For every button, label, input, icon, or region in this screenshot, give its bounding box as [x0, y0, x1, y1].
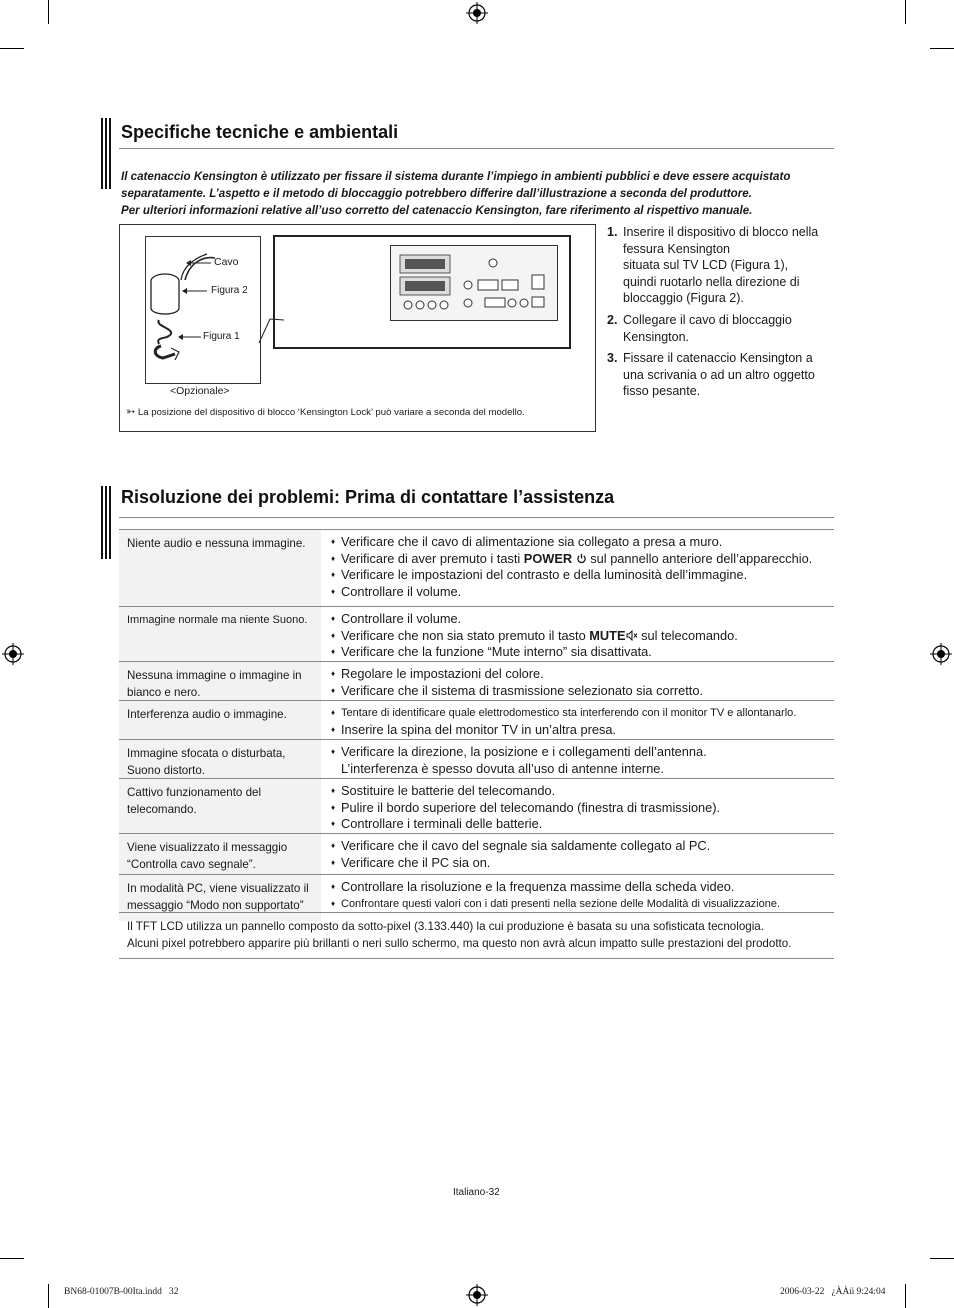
solution-item: ♦ Inserire la spina del monitor TV in un’altra presa.: [331, 722, 830, 739]
solution-item: ♦ Regolare le impostazioni del colore.: [331, 666, 830, 683]
arrow-icon: ➳: [126, 406, 136, 418]
file-name: BN68-01007B-00Ita.indd 32: [64, 1287, 179, 1297]
solution-text: sul pannello anteriore dell’apparecchio.: [590, 550, 813, 566]
step-number: 1.: [607, 225, 618, 239]
crop-mark: [48, 1284, 49, 1308]
solution-cell: [321, 834, 834, 874]
solution-text: sul telecomando.: [641, 627, 738, 643]
label-cavo: Cavo: [214, 256, 239, 268]
section-rule: [119, 148, 834, 149]
problem-text: Nessuna immagine o immagine in: [127, 669, 302, 682]
table-row: [119, 779, 834, 834]
solution-cell: [321, 701, 834, 739]
step-line: fisso pesante.: [623, 384, 701, 399]
print-date: 2006-03-22 ¿ÀÀü 9:24:04: [780, 1287, 886, 1297]
solution-item: ♦ Verificare che il sistema di trasmissione selezionato sia corretto.: [331, 683, 830, 700]
solution-cell: [321, 530, 834, 606]
step-item: [607, 224, 837, 307]
solution-item: ♦ Verificare che il PC sia on.: [331, 855, 830, 872]
mute-icon: [626, 630, 638, 641]
kensington-intro: [121, 168, 833, 219]
problem-text: Immagine normale ma niente Suono.: [127, 614, 308, 626]
crop-mark: [48, 0, 49, 24]
step-line: Fissare il catenaccio Kensington a: [623, 351, 813, 366]
problem-cell: [119, 530, 321, 606]
problem-cell: [119, 834, 321, 874]
step-line: quindi ruotarlo nella direzione di: [623, 274, 800, 289]
table-row: [119, 701, 834, 740]
figure-note: [126, 405, 525, 418]
solution-item: ♦ Controllare la risoluzione e la frequenza massime della scheda video.: [331, 879, 830, 896]
label-optional: <Opzionale>: [170, 385, 230, 397]
problem-text: “Controlla cavo segnale”.: [127, 858, 256, 871]
crop-mark: [930, 1258, 954, 1259]
problem-cell: [119, 662, 321, 700]
section-title: Specifiche tecniche e ambientali: [121, 122, 399, 142]
problem-text: Cattivo funzionamento del: [127, 786, 262, 799]
solution-item: ♦ Verificare che il cavo di alimentazione sia collegato a presa a muro.: [331, 534, 830, 551]
solution-item: [331, 628, 830, 645]
section-rule: [119, 517, 834, 518]
problem-text: Suono distorto.: [127, 764, 205, 777]
solution-cell: [321, 662, 834, 700]
step-line: situata sul TV LCD (Figura 1),: [623, 258, 789, 273]
crop-mark: [905, 1284, 906, 1308]
page-number: Italiano-32: [453, 1187, 500, 1198]
pixel-note: [119, 912, 834, 959]
crop-mark: [905, 0, 906, 24]
solution-cell: [321, 607, 834, 661]
solution-text: Verificare di aver premuto i tasti POWER: [341, 550, 573, 566]
registration-mark-icon: [466, 1284, 488, 1306]
registration-mark-icon: [466, 2, 488, 24]
label-figura-1: Figura 1: [203, 331, 240, 342]
step-line: fessura Kensington: [623, 241, 731, 256]
problem-text: bianco e nero.: [127, 686, 201, 699]
solution-item: ♦ Tentare di identificare quale elettrodomestico sta interferendo con il monitor TV e allontanarlo.: [331, 705, 830, 722]
label-figura-2: Figura 2: [211, 285, 248, 296]
section-marker: [101, 486, 111, 559]
problem-text: Viene visualizzato il messaggio: [127, 841, 288, 854]
registration-mark-icon: [2, 643, 24, 665]
crop-mark: [0, 1258, 24, 1259]
intro-line: Il catenaccio Kensington è utilizzato per fissare il sistema durante l’impiego in ambienti pubblici e deve essere acquistato: [121, 170, 791, 183]
problem-text: Interferenza audio o immagine.: [127, 708, 287, 721]
table-row: [119, 662, 834, 701]
table-row: [119, 530, 834, 607]
problem-cell: [119, 701, 321, 739]
installation-steps: [607, 224, 837, 405]
note-line: Alcuni pixel potrebbero apparire più brillanti o neri sullo schermo, ma questo non avrà alcun impatto sulle prestazioni del prodotto.: [127, 937, 792, 950]
kensington-figure: [119, 224, 596, 432]
problem-cell: [119, 740, 321, 778]
crop-mark: [0, 48, 24, 49]
troubleshooting-table: [119, 529, 834, 921]
solution-text: Verificare che non sia stato premuto il tasto: [341, 627, 586, 643]
solution-item: ♦ Controllare il volume.: [331, 611, 830, 628]
power-icon: [576, 553, 587, 564]
step-line: una scrivania o ad un altro oggetto: [623, 367, 815, 382]
step-line: bloccaggio (Figura 2).: [623, 291, 744, 306]
power-key-label: POWER: [523, 550, 573, 566]
table-row: [119, 740, 834, 779]
solution-item: ♦ Verificare la direzione, la posizione e i collegamenti dell’antenna.: [331, 744, 830, 761]
problem-text: telecomando.: [127, 803, 197, 816]
solution-cell: [321, 740, 834, 778]
problem-cell: [119, 607, 321, 661]
problem-text: Niente audio e nessuna immagine.: [127, 537, 306, 550]
step-line: Inserire il dispositivo di blocco nella: [623, 225, 819, 239]
solution-item: ♦ Verificare le impostazioni del contrasto e della luminosità dell’immagine.: [331, 567, 830, 584]
problem-cell: [119, 779, 321, 833]
step-number: 3.: [607, 351, 618, 366]
registration-mark-icon: [930, 643, 952, 665]
solution-item: ♦ Verificare che la funzione “Mute interno” sia disattivata.: [331, 644, 830, 661]
solution-item: ♦ Confrontare questi valori con i dati presenti nella sezione delle Modalità di visualizzazione.: [331, 896, 830, 913]
step-line: Collegare il cavo di bloccaggio: [623, 312, 792, 327]
solution-item: ♦ Controllare il volume.: [331, 584, 830, 601]
solution-continuation: L’interferenza è spesso dovuta all’uso di antenne interne.: [341, 760, 664, 776]
mute-key-label: MUTE: [589, 627, 626, 643]
intro-line: Per ulteriori informazioni relative all’uso corretto del catenaccio Kensington, fare riferimento al rispettivo manuale.: [121, 204, 753, 217]
step-item: [607, 312, 837, 345]
connector-jacks-icon: [390, 245, 556, 319]
solution-item: [331, 551, 830, 568]
crop-mark: [930, 48, 954, 49]
step-number: 2.: [607, 312, 618, 327]
note-text: La posizione del dispositivo di blocco ‘Kensington Lock’ può variare a seconda del modello.: [137, 407, 525, 418]
problem-text: In modalità PC, viene visualizzato il: [127, 882, 309, 895]
step-item: [607, 350, 837, 400]
intro-line: separatamente. L’aspetto e il metodo di bloccaggio potrebbero differire dall’illustrazione a seconda del produttore.: [121, 187, 752, 200]
note-line: Il TFT LCD utilizza un pannello composto da sotto-pixel (3.133.440) la cui produzione è basata su una sofisticata tecnologia.: [127, 920, 764, 933]
solution-item: ♦ Verificare che il cavo del segnale sia saldamente collegato al PC.: [331, 838, 830, 855]
section-title: Risoluzione dei problemi: Prima di contattare l’assistenza: [121, 487, 615, 507]
step-line: Kensington.: [623, 329, 690, 344]
solution-item: ♦ Controllare i terminali delle batterie.: [331, 816, 830, 833]
solution-item: ♦ Sostituire le batterie del telecomando.: [331, 783, 830, 800]
section-marker: [101, 118, 111, 189]
table-row: [119, 834, 834, 875]
solution-item: ♦ Pulire il bordo superiore del telecomando (finestra di trasmissione).: [331, 800, 830, 817]
problem-text: messaggio “Modo non supportato”: [127, 899, 304, 912]
table-row: [119, 607, 834, 662]
problem-text: Immagine sfocata o disturbata,: [127, 747, 286, 760]
solution-cell: [321, 779, 834, 833]
